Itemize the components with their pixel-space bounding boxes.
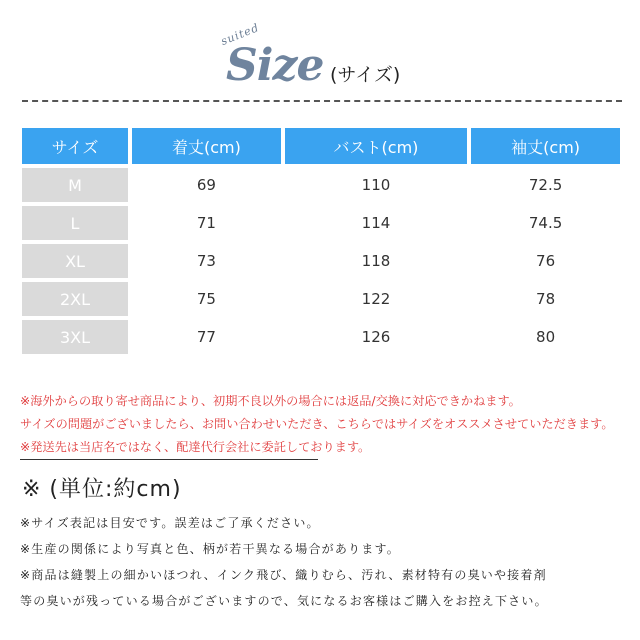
notice-line: ※海外からの取り寄せ商品により、初期不良以外の場合には返品/交換に対応できかねます。 (20, 394, 521, 408)
section-divider (20, 459, 318, 460)
header-length: 着丈(cm) (132, 128, 281, 164)
logo-small-text: suited (219, 20, 262, 49)
note-line: ※生産の関係により写真と色、柄が若干異なる場合があります。 (20, 542, 400, 556)
size-notes (20, 510, 630, 614)
dashed-divider (22, 100, 622, 102)
sleeve-cell: 74.5 (528, 214, 563, 232)
sleeve-cell: 78 (536, 290, 556, 308)
size-cell: XL (22, 244, 128, 278)
note-line: ※サイズ表記は目安です。誤差はご了承ください。 (20, 516, 320, 530)
unit-label: ※ (単位:約cm) (22, 477, 182, 502)
size-logo (214, 22, 444, 92)
logo-main-text: Size (226, 40, 324, 91)
table-header-row (22, 128, 620, 164)
size-cell: 3XL (22, 320, 128, 354)
table-row (22, 168, 620, 202)
sleeve-cell: 72.5 (528, 176, 563, 194)
bust-cell: 110 (361, 176, 391, 194)
size-cell: M (22, 168, 128, 202)
sleeve-cell: 80 (536, 328, 556, 346)
header-bust: バスト(cm) (285, 128, 467, 164)
table-row (22, 206, 620, 240)
notice-line: サイズの問題がございましたら、お問い合わせいただき、こちらではサイズをオススメさせていただきます。 (20, 417, 614, 431)
return-notice (20, 390, 630, 459)
length-cell: 77 (196, 328, 216, 346)
length-cell: 73 (196, 252, 216, 270)
length-cell: 69 (196, 176, 216, 194)
size-cell: L (22, 206, 128, 240)
length-cell: 71 (196, 214, 216, 232)
table-row (22, 320, 620, 354)
note-line: ※商品は縫製上の細かいほつれ、インク飛び、織りむら、汚れ、素材特有の臭いや接着剤 (20, 568, 547, 582)
bust-cell: 122 (361, 290, 391, 308)
bust-cell: 126 (361, 328, 391, 346)
size-table (18, 124, 624, 358)
notice-line: ※発送先は当店名ではなく、配達代行会社に委託しております。 (20, 440, 371, 454)
size-cell: 2XL (22, 282, 128, 316)
table-row (22, 244, 620, 278)
sleeve-cell: 76 (536, 252, 556, 270)
header-sleeve: 袖丈(cm) (471, 128, 620, 164)
logo-sub-text: (サイズ) (330, 64, 401, 86)
bust-cell: 118 (361, 252, 391, 270)
note-line: 等の臭いが残っている場合がございますので、気になるお客様はご購入をお控え下さい。 (20, 594, 548, 608)
bust-cell: 114 (361, 214, 391, 232)
table-row (22, 282, 620, 316)
length-cell: 75 (196, 290, 216, 308)
header-size: サイズ (22, 128, 128, 164)
